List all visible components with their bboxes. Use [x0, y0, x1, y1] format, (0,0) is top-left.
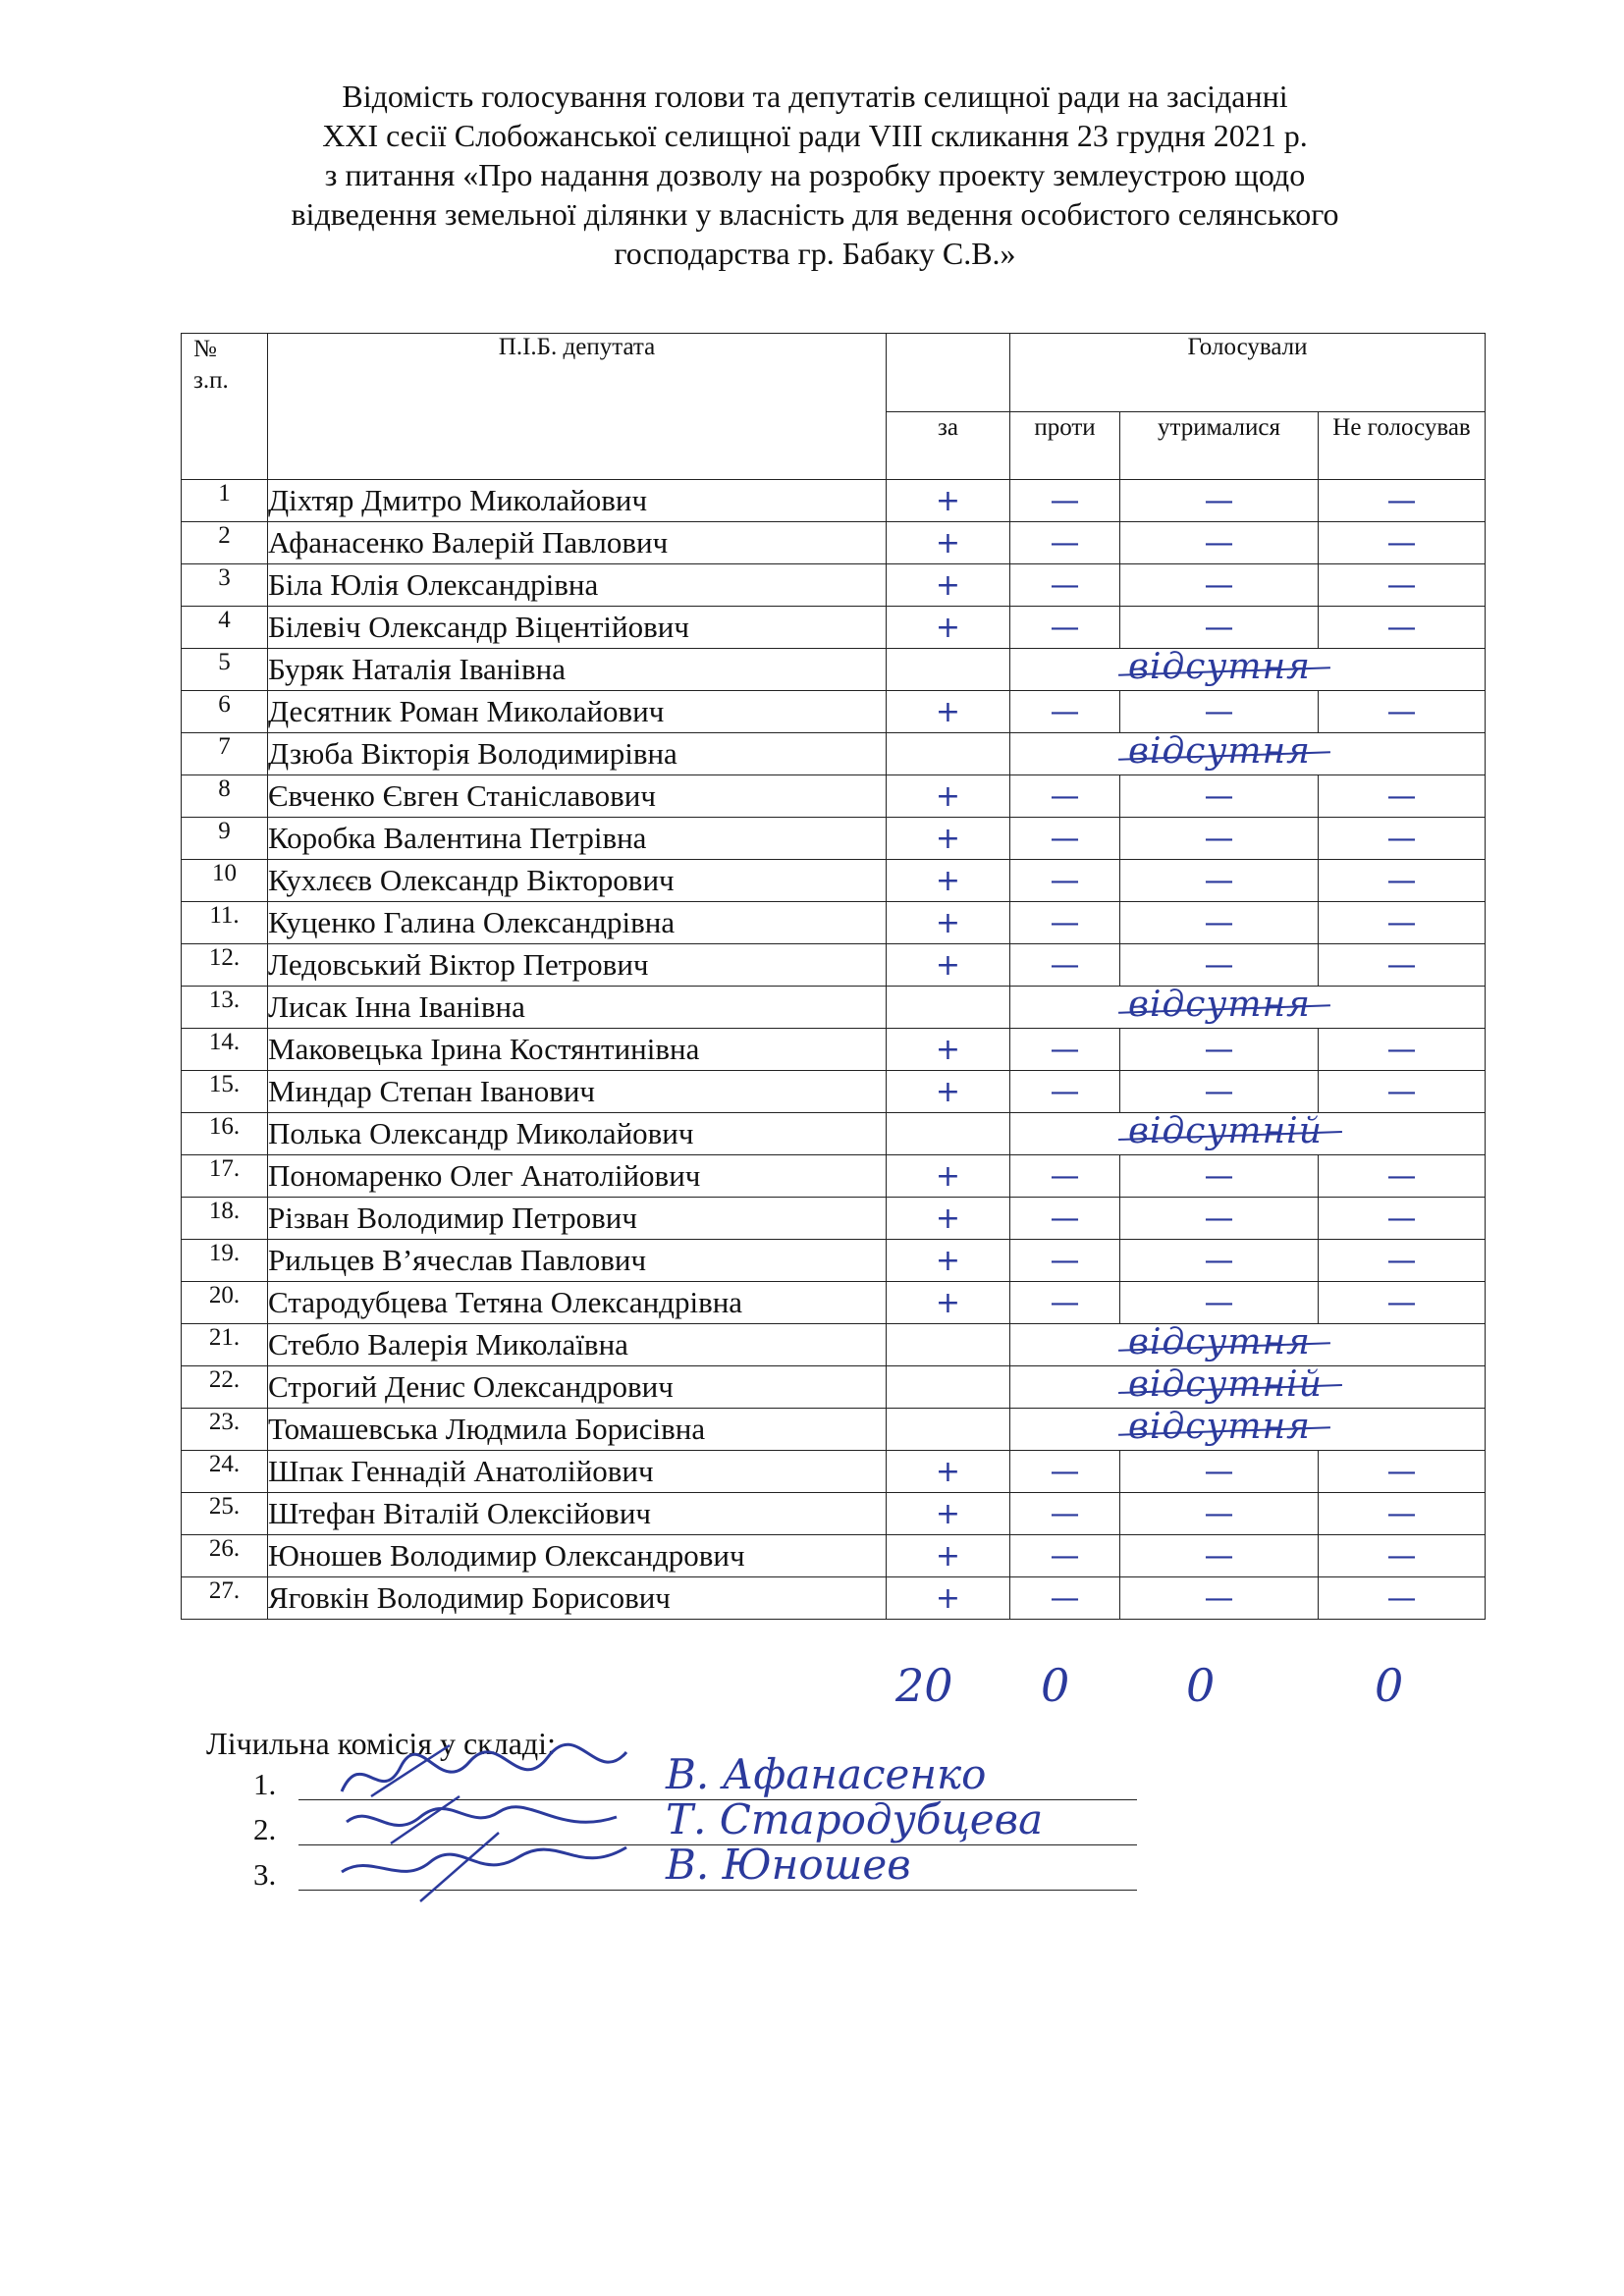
absent-note: відсутня	[1128, 731, 1312, 772]
vote-for-mark: +	[887, 1155, 1010, 1198]
total-for: 20	[895, 1659, 953, 1712]
vote-abstained-mark: —	[1120, 818, 1319, 860]
row-number: 16.	[182, 1113, 268, 1155]
table-row	[182, 775, 1486, 818]
deputy-name: Миндар Степан Іванович	[268, 1071, 887, 1113]
total-abstained: 0	[1186, 1659, 1216, 1712]
vote-for-mark: +	[887, 944, 1010, 987]
deputy-name: Десятник Роман Миколайович	[268, 691, 887, 733]
table-row	[182, 733, 1486, 775]
vote-not-voted-mark: —	[1319, 860, 1486, 902]
deputy-name: Кухлєєв Олександр Вікторович	[268, 860, 887, 902]
absent-note: відсутній	[1128, 1364, 1323, 1405]
deputy-name: Пономаренко Олег Анатолійович	[268, 1155, 887, 1198]
table-row	[182, 1282, 1486, 1324]
deputy-name: Юношев Володимир Олександрович	[268, 1535, 887, 1577]
deputy-name: Буряк Наталія Іванівна	[268, 649, 887, 691]
vote-for-mark: +	[887, 1240, 1010, 1282]
vote-not-voted-mark: —	[1319, 1282, 1486, 1324]
table-row	[182, 860, 1486, 902]
heading-line: з питання «Про надання дозволу на розробку проекту землеустрою щодо	[324, 157, 1306, 192]
deputy-name: Штефан Віталій Олексійович	[268, 1493, 887, 1535]
vote-for-mark: +	[887, 902, 1010, 944]
table-row	[182, 818, 1486, 860]
vote-against-mark: —	[1010, 1029, 1120, 1071]
column-header-voted: Голосували	[1010, 334, 1486, 412]
vote-not-voted-mark: —	[1319, 818, 1486, 860]
vote-for-mark: +	[887, 564, 1010, 607]
absent-cell	[1010, 1409, 1486, 1451]
row-number: 21.	[182, 1324, 268, 1366]
vote-against-mark: —	[1010, 775, 1120, 818]
vote-against-mark: —	[1010, 944, 1120, 987]
vote-for-cell	[887, 1113, 1010, 1155]
vote-for-mark: +	[887, 818, 1010, 860]
vote-against-mark: —	[1010, 1451, 1120, 1493]
vote-against-mark: —	[1010, 1155, 1120, 1198]
vote-abstained-mark: —	[1120, 691, 1319, 733]
deputy-name: Різван Володимир Петрович	[268, 1198, 887, 1240]
deputy-name: Куценко Галина Олександрівна	[268, 902, 887, 944]
table-row	[182, 1366, 1486, 1409]
vote-not-voted-mark: —	[1319, 1493, 1486, 1535]
signature-number: 2.	[253, 1812, 277, 1846]
deputy-name: Томашевська Людмила Борисівна	[268, 1409, 887, 1451]
vote-not-voted-mark: —	[1319, 944, 1486, 987]
vote-abstained-mark: —	[1120, 564, 1319, 607]
vote-not-voted-mark: —	[1319, 775, 1486, 818]
deputy-name: Стебло Валерія Миколаївна	[268, 1324, 887, 1366]
vote-abstained-mark: —	[1120, 902, 1319, 944]
document-heading	[157, 77, 1473, 273]
vote-for-mark: +	[887, 607, 1010, 649]
table-row	[182, 607, 1486, 649]
absent-note: відсутня	[1128, 647, 1312, 687]
table-row	[182, 1535, 1486, 1577]
signature-name: В. Юношев	[666, 1841, 911, 1889]
handwritten-signature	[332, 1828, 646, 1906]
vote-against-mark: —	[1010, 480, 1120, 522]
vote-against-mark: —	[1010, 1493, 1120, 1535]
row-number: 26.	[182, 1535, 268, 1577]
signature-name: Т. Стародубцева	[666, 1795, 1044, 1843]
vote-abstained-mark: —	[1120, 1029, 1319, 1071]
total-not-voted: 0	[1375, 1659, 1404, 1712]
vote-for-mark: +	[887, 1282, 1010, 1324]
vote-not-voted-mark: —	[1319, 522, 1486, 564]
table-row	[182, 987, 1486, 1029]
table-row	[182, 902, 1486, 944]
deputy-name: Коробка Валентина Петрівна	[268, 818, 887, 860]
vote-abstained-mark: —	[1120, 1071, 1319, 1113]
vote-not-voted-mark: —	[1319, 564, 1486, 607]
vote-against-mark: —	[1010, 1535, 1120, 1577]
vote-abstained-mark: —	[1120, 860, 1319, 902]
absent-note: відсутній	[1128, 1111, 1323, 1151]
absent-cell	[1010, 1324, 1486, 1366]
vote-for-mark: +	[887, 860, 1010, 902]
row-number: 3	[182, 564, 268, 607]
table-row	[182, 1071, 1486, 1113]
column-header-not-voted: Не голосував	[1319, 412, 1486, 480]
vote-not-voted-mark: —	[1319, 1577, 1486, 1620]
vote-abstained-mark: —	[1120, 1451, 1319, 1493]
vote-not-voted-mark: —	[1319, 902, 1486, 944]
vote-abstained-mark: —	[1120, 1240, 1319, 1282]
vote-against-mark: —	[1010, 564, 1120, 607]
vote-against-mark: —	[1010, 1577, 1120, 1620]
vote-against-mark: —	[1010, 607, 1120, 649]
commission-label: Лічильна комісія у складі:	[206, 1726, 556, 1761]
vote-for-mark: +	[887, 1577, 1010, 1620]
signature-number: 3.	[253, 1857, 277, 1892]
table-row	[182, 1198, 1486, 1240]
vote-not-voted-mark: —	[1319, 1535, 1486, 1577]
total-against: 0	[1041, 1659, 1070, 1712]
table-row	[182, 1240, 1486, 1282]
vote-abstained-mark: —	[1120, 1535, 1319, 1577]
vote-for-mark: +	[887, 1198, 1010, 1240]
column-header-for: за	[887, 412, 1010, 480]
vote-against-mark: —	[1010, 818, 1120, 860]
table-row	[182, 1155, 1486, 1198]
deputy-name: Дзюба Вікторія Володимирівна	[268, 733, 887, 775]
vote-not-voted-mark: —	[1319, 1198, 1486, 1240]
deputy-name: Євченко Євген Станіславович	[268, 775, 887, 818]
table-row	[182, 944, 1486, 987]
row-number: 5	[182, 649, 268, 691]
vote-abstained-mark: —	[1120, 480, 1319, 522]
signature-row	[253, 1841, 1137, 1896]
vote-for-cell	[887, 649, 1010, 691]
voting-table	[181, 333, 1486, 1620]
vote-for-mark: +	[887, 1029, 1010, 1071]
row-number: 24.	[182, 1451, 268, 1493]
deputy-name: Стародубцева Тетяна Олександрівна	[268, 1282, 887, 1324]
vote-for-mark: +	[887, 522, 1010, 564]
column-header-against: проти	[1010, 412, 1120, 480]
row-number: 22.	[182, 1366, 268, 1409]
deputy-name: Афанасенко Валерій Павлович	[268, 522, 887, 564]
row-number: 6	[182, 691, 268, 733]
table-row	[182, 649, 1486, 691]
vote-abstained-mark: —	[1120, 944, 1319, 987]
column-header-number: № з.п.	[182, 334, 268, 480]
column-header-name: П.І.Б. депутата	[268, 334, 887, 480]
row-number: 4	[182, 607, 268, 649]
vote-abstained-mark: —	[1120, 607, 1319, 649]
row-number: 20.	[182, 1282, 268, 1324]
vote-not-voted-mark: —	[1319, 607, 1486, 649]
absent-note: відсутня	[1128, 1407, 1312, 1447]
deputy-name: Шпак Геннадій Анатолійович	[268, 1451, 887, 1493]
vote-against-mark: —	[1010, 902, 1120, 944]
column-header-abstained: утрималися	[1120, 412, 1319, 480]
vote-for-mark: +	[887, 1071, 1010, 1113]
table-row	[182, 522, 1486, 564]
vote-against-mark: —	[1010, 1240, 1120, 1282]
column-header-blank	[887, 334, 1010, 412]
vote-against-mark: —	[1010, 1198, 1120, 1240]
vote-for-cell	[887, 733, 1010, 775]
absent-note: відсутня	[1128, 985, 1312, 1025]
vote-for-mark: +	[887, 1451, 1010, 1493]
vote-for-mark: +	[887, 480, 1010, 522]
heading-line: відведення земельної ділянки у власність для ведення особистого селянського	[291, 196, 1339, 232]
table-row	[182, 1324, 1486, 1366]
vote-against-mark: —	[1010, 522, 1120, 564]
vote-not-voted-mark: —	[1319, 691, 1486, 733]
vote-for-cell	[887, 1324, 1010, 1366]
absent-cell	[1010, 987, 1486, 1029]
heading-line: XXI сесії Слобожанської селищної ради VIII скликання 23 грудня 2021 р.	[322, 118, 1308, 153]
row-number: 7	[182, 733, 268, 775]
vote-abstained-mark: —	[1120, 1577, 1319, 1620]
vote-against-mark: —	[1010, 860, 1120, 902]
row-number: 2	[182, 522, 268, 564]
absent-cell	[1010, 649, 1486, 691]
row-number: 10	[182, 860, 268, 902]
absent-cell	[1010, 1366, 1486, 1409]
vote-not-voted-mark: —	[1319, 1071, 1486, 1113]
deputy-name: Рильцев В’ячеслав Павлович	[268, 1240, 887, 1282]
deputy-name: Полька Олександр Миколайович	[268, 1113, 887, 1155]
vote-not-voted-mark: —	[1319, 1029, 1486, 1071]
absent-cell	[1010, 1113, 1486, 1155]
deputy-name: Яговкін Володимир Борисович	[268, 1577, 887, 1620]
deputy-name: Ледовський Віктор Петрович	[268, 944, 887, 987]
deputy-name: Лисак Інна Іванівна	[268, 987, 887, 1029]
deputy-name: Маковецька Ірина Костянтинівна	[268, 1029, 887, 1071]
table-row	[182, 1451, 1486, 1493]
vote-against-mark: —	[1010, 691, 1120, 733]
vote-against-mark: —	[1010, 1071, 1120, 1113]
table-row	[182, 691, 1486, 733]
table-row	[182, 480, 1486, 522]
row-number: 9	[182, 818, 268, 860]
vote-not-voted-mark: —	[1319, 1240, 1486, 1282]
vote-for-mark: +	[887, 1493, 1010, 1535]
vote-for-cell	[887, 1366, 1010, 1409]
row-number: 17.	[182, 1155, 268, 1198]
absent-cell	[1010, 733, 1486, 775]
heading-line: Відомість голосування голови та депутатів селищної ради на засіданні	[342, 79, 1288, 114]
absent-note: відсутня	[1128, 1322, 1312, 1362]
deputy-name: Діхтяр Дмитро Миколайович	[268, 480, 887, 522]
table-row	[182, 1113, 1486, 1155]
deputy-name: Строгий Денис Олександрович	[268, 1366, 887, 1409]
signature-number: 1.	[253, 1767, 277, 1801]
table-row	[182, 1577, 1486, 1620]
table-row	[182, 1409, 1486, 1451]
vote-abstained-mark: —	[1120, 1493, 1319, 1535]
table-row	[182, 564, 1486, 607]
vote-not-voted-mark: —	[1319, 1451, 1486, 1493]
row-number: 1	[182, 480, 268, 522]
vote-not-voted-mark: —	[1319, 1155, 1486, 1198]
totals-row	[0, 1659, 1624, 1718]
row-number: 15.	[182, 1071, 268, 1113]
row-number: 23.	[182, 1409, 268, 1451]
vote-for-mark: +	[887, 775, 1010, 818]
row-number: 18.	[182, 1198, 268, 1240]
vote-abstained-mark: —	[1120, 775, 1319, 818]
deputy-name: Білевіч Олександр Віцентійович	[268, 607, 887, 649]
vote-abstained-mark: —	[1120, 1155, 1319, 1198]
row-number: 11.	[182, 902, 268, 944]
row-number: 14.	[182, 1029, 268, 1071]
heading-line: господарства гр. Бабаку С.В.»	[614, 236, 1016, 271]
row-number: 13.	[182, 987, 268, 1029]
vote-not-voted-mark: —	[1319, 480, 1486, 522]
table-body	[182, 480, 1486, 1620]
deputy-name: Біла Юлія Олександрівна	[268, 564, 887, 607]
vote-abstained-mark: —	[1120, 1282, 1319, 1324]
row-number: 19.	[182, 1240, 268, 1282]
row-number: 8	[182, 775, 268, 818]
vote-for-cell	[887, 987, 1010, 1029]
vote-for-mark: +	[887, 1535, 1010, 1577]
vote-abstained-mark: —	[1120, 1198, 1319, 1240]
vote-for-cell	[887, 1409, 1010, 1451]
vote-for-mark: +	[887, 691, 1010, 733]
row-number: 12.	[182, 944, 268, 987]
row-number: 25.	[182, 1493, 268, 1535]
vote-abstained-mark: —	[1120, 522, 1319, 564]
table-row	[182, 1493, 1486, 1535]
row-number: 27.	[182, 1577, 268, 1620]
signature-name: В. Афанасенко	[666, 1750, 987, 1798]
table-row	[182, 1029, 1486, 1071]
vote-against-mark: —	[1010, 1282, 1120, 1324]
